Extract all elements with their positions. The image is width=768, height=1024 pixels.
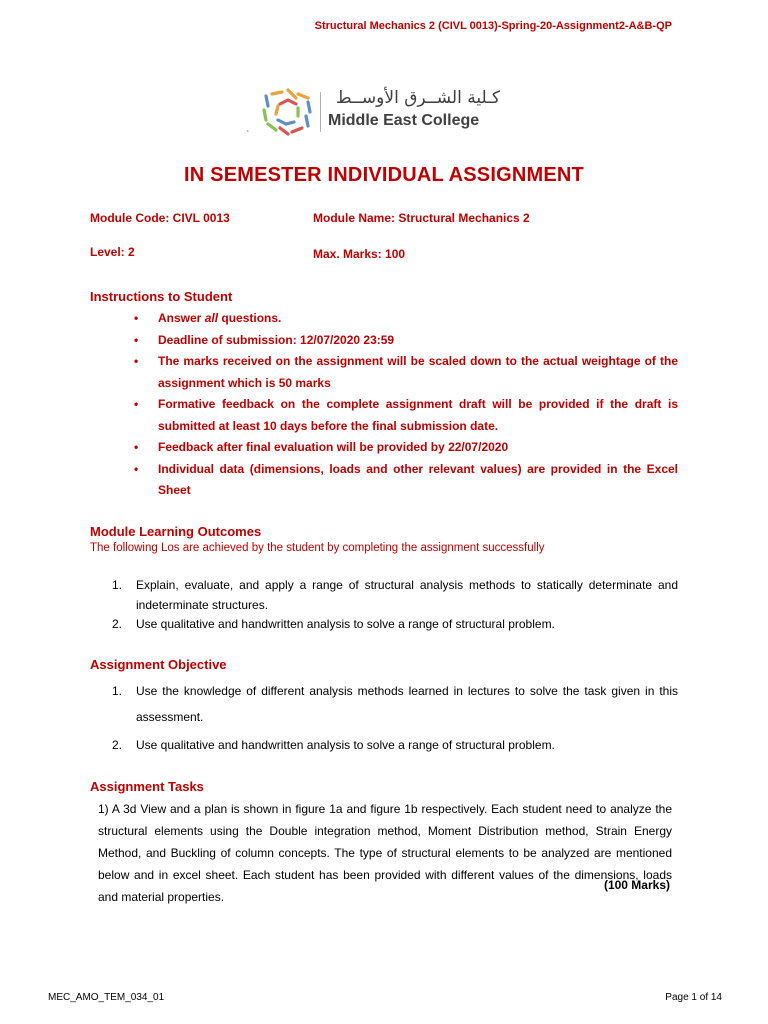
page-title: IN SEMESTER INDIVIDUAL ASSIGNMENT — [184, 164, 584, 186]
tasks-heading: Assignment Tasks — [90, 779, 204, 794]
objective-list — [112, 678, 678, 758]
task-description: 1) A 3d View and a plan is shown in figure 1a and figure 1b respectively. Each student need to analyze the structural elements using the Double integration method, Moment Distribution method, Strain Energy Method, and Buckling of column concepts. The type of structural elements to be analyzed are mentioned below and in excel sheet. Each student has been provided with different values of the dimensions, loads and material properties. — [98, 802, 672, 904]
bullet-icon: • — [134, 397, 139, 411]
college-logo-icon — [258, 84, 318, 140]
bullet-icon: • — [134, 461, 139, 476]
module-name: Module Name: Structural Mechanics 2 — [313, 211, 530, 225]
page-header: Structural Mechanics 2 (CIVL 0013)-Spring-20-Assignment2-A&B-QP — [314, 20, 672, 32]
list-item — [112, 576, 678, 615]
instruction-text: Formative feedback on the complete assignment draft will be provided if the draft is submitted at least 10 days before the final submission date. — [158, 397, 678, 433]
instruction-text: Feedback after final evaluation will be provided by 22/07/2020 — [158, 440, 509, 454]
instruction-item — [134, 437, 678, 459]
bullet-icon: • — [134, 354, 139, 368]
list-item — [112, 732, 678, 758]
max-marks: Max. Marks: 100 — [313, 247, 406, 261]
instruction-item — [134, 459, 678, 502]
bullet-icon: • — [134, 332, 139, 347]
learning-outcomes-subheading: The following Los are achieved by the student by completing the assignment successfully — [90, 542, 545, 554]
stray-mark: ` — [246, 130, 250, 141]
module-code: Module Code: CIVL 0013 — [90, 211, 230, 225]
instruction-text: questions. — [218, 311, 282, 325]
list-text: Explain, evaluate, and apply a range of structural analysis methods to statically determinate and indeterminate structures. — [136, 578, 678, 612]
logo-english-name: Middle East College — [328, 112, 480, 129]
college-logo — [258, 84, 518, 140]
list-text: Use qualitative and handwritten analysis to solve a range of structural problem. — [136, 738, 555, 752]
task-marks: (100 Marks) — [603, 878, 670, 892]
page-number: Page 1 of 14 — [665, 992, 722, 1003]
bullet-icon: • — [134, 311, 139, 325]
list-number: 2. — [112, 617, 123, 631]
instruction-item — [134, 394, 678, 437]
instruction-emphasis: all — [204, 311, 219, 325]
list-text: Use qualitative and handwritten analysis to solve a range of structural problem. — [136, 617, 555, 631]
objective-heading: Assignment Objective — [90, 657, 227, 672]
instruction-text: Deadline of submission: 12/07/2020 23:59 — [158, 332, 395, 347]
instruction-item — [134, 308, 678, 330]
document-code: MEC_AMO_TEM_034_01 — [48, 992, 165, 1003]
list-text: Use the knowledge of different analysis methods learned in lectures to solve the task given in this assessment. — [136, 684, 678, 724]
instruction-item — [134, 330, 678, 352]
logo-arabic-name: كـلية الشــرق الأوســط — [335, 88, 501, 108]
instructions-list — [134, 308, 678, 502]
logo-divider — [320, 92, 321, 132]
list-number: 2. — [112, 738, 123, 752]
instruction-text: The marks received on the assignment will be scaled down to the actual weightage of the assignment which is 50 marks — [158, 354, 678, 390]
instructions-heading: Instructions to Student — [90, 289, 233, 304]
list-item — [112, 678, 678, 730]
instruction-item — [134, 351, 678, 394]
learning-outcomes-heading: Module Learning Outcomes — [90, 524, 262, 539]
instruction-text: Answer — [158, 311, 205, 325]
instruction-text: Individual data (dimensions, loads and other relevant values) are provided in the Excel Sheet — [158, 461, 678, 497]
bullet-icon: • — [134, 440, 139, 454]
learning-outcomes-list — [112, 576, 678, 635]
list-item — [112, 615, 678, 635]
level: Level: 2 — [90, 245, 135, 259]
list-number: 1. — [112, 684, 123, 698]
list-number: 1. — [112, 578, 123, 592]
